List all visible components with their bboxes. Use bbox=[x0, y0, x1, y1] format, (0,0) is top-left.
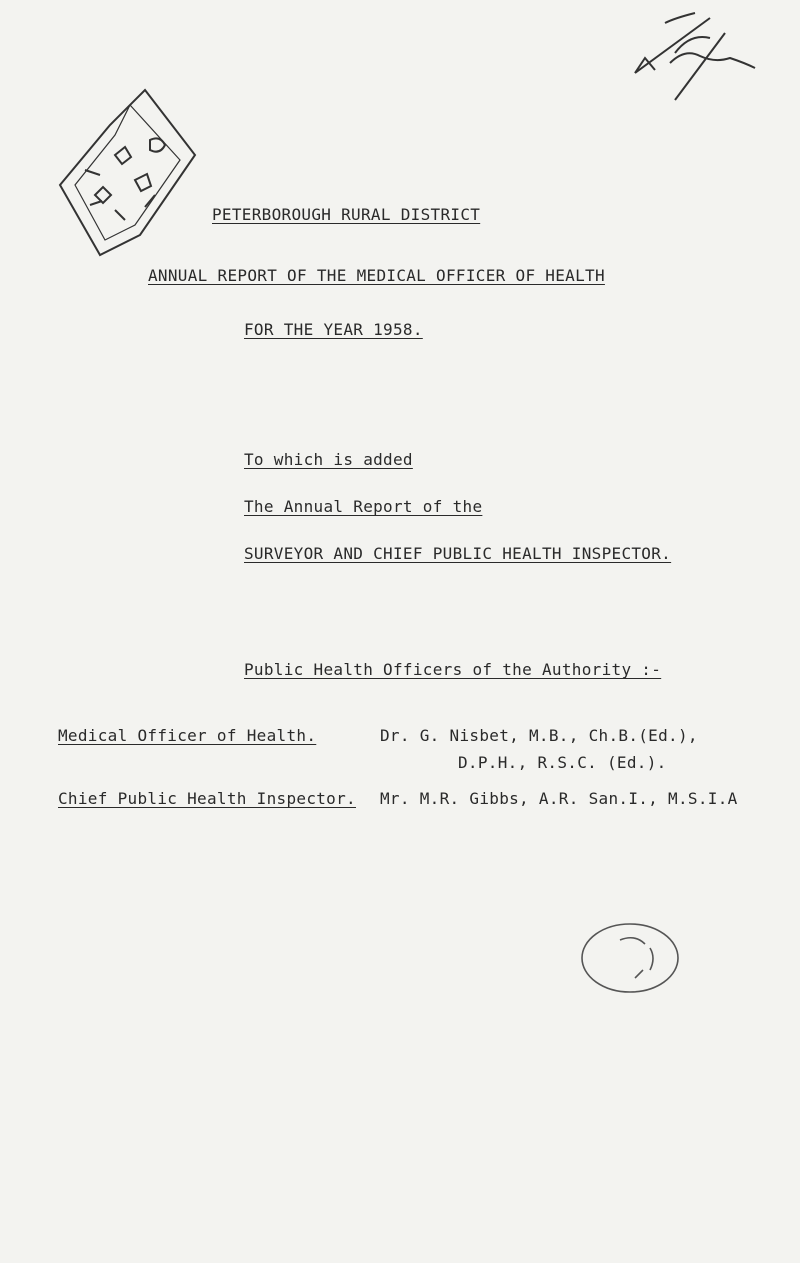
library-stamp-icon bbox=[575, 918, 685, 998]
report-year: FOR THE YEAR 1958. bbox=[244, 320, 423, 339]
officer-role: Medical Officer of Health. bbox=[58, 726, 317, 745]
officer-role: Chief Public Health Inspector. bbox=[58, 789, 356, 808]
officer-name: Mr. M.R. Gibbs, A.R. San.I., M.S.I.A bbox=[380, 789, 738, 808]
report-title: ANNUAL REPORT OF THE MEDICAL OFFICER OF HEALTH bbox=[148, 266, 605, 285]
officers-heading: Public Health Officers of the Authority :- bbox=[244, 660, 662, 679]
added-intro: To which is added bbox=[244, 450, 413, 469]
officer-qualifications: D.P.H., R.S.C. (Ed.). bbox=[458, 753, 667, 772]
surveyor-title: SURVEYOR AND CHIEF PUBLIC HEALTH INSPECTOR. bbox=[244, 544, 672, 563]
officer-name: Dr. G. Nisbet, M.B., Ch.B.(Ed.), bbox=[380, 726, 698, 745]
added-report-title: The Annual Report of the bbox=[244, 497, 483, 516]
handwritten-signature bbox=[615, 8, 765, 103]
coat-of-arms-icon bbox=[55, 85, 205, 260]
district-heading: PETERBOROUGH RURAL DISTRICT bbox=[212, 205, 481, 224]
